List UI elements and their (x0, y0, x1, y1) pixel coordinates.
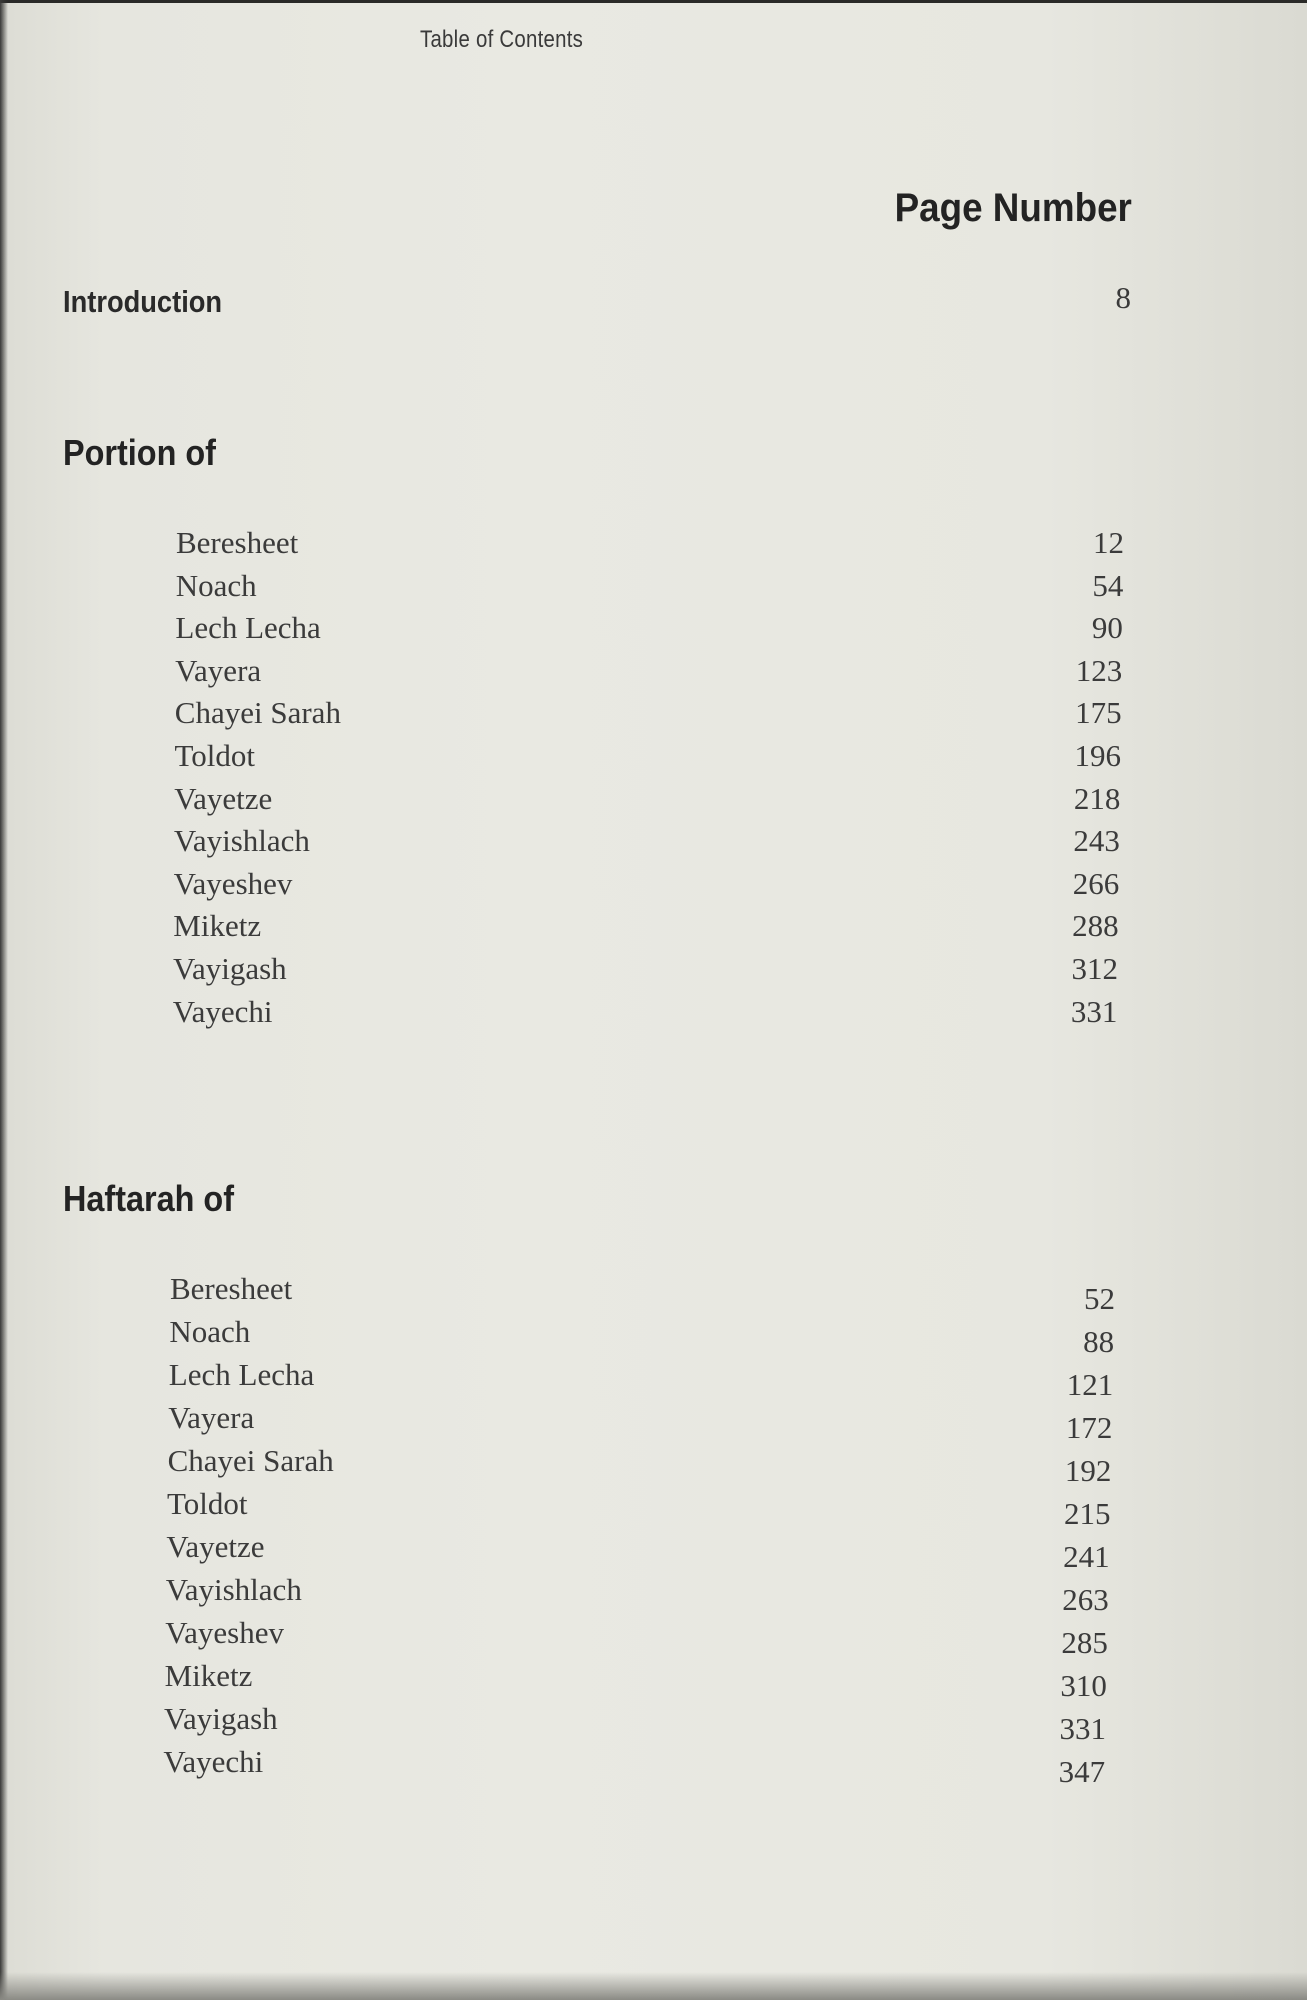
portion-section-heading: Portion of (63, 432, 216, 473)
portion-entry (0, 692, 1307, 734)
page-bottom-shadow (0, 1972, 1307, 2000)
haftarah-entry-title: Vayetze (166, 1529, 265, 1564)
portion-entry-page-number: 90 (1091, 610, 1123, 646)
haftarah-entry (0, 1569, 1307, 1617)
haftarah-entry-title: Vayera (168, 1400, 255, 1435)
haftarah-entry-title: Vayishlach (165, 1572, 302, 1607)
haftarah-entry-page-number: 347 (1058, 1754, 1106, 1789)
portion-entry-page-number: 175 (1075, 695, 1122, 731)
portion-entry-title: Lech Lecha (175, 610, 321, 646)
portion-entry (0, 991, 1307, 1033)
haftarah-entry-page-number: 52 (1084, 1281, 1115, 1316)
haftarah-entry (0, 1268, 1307, 1316)
haftarah-entry-title: Lech Lecha (168, 1357, 315, 1392)
portion-entry (0, 948, 1307, 990)
haftarah-entry (0, 1354, 1307, 1402)
haftarah-entry-page-number: 263 (1062, 1582, 1109, 1617)
portion-entry-page-number: 54 (1092, 567, 1124, 603)
portion-entry-page-number: 196 (1074, 738, 1121, 773)
haftarah-entry-page-number: 172 (1065, 1410, 1113, 1445)
haftarah-entry (0, 1440, 1307, 1488)
haftarah-entry-page-number: 215 (1064, 1496, 1111, 1531)
portion-entry-title: Vayera (175, 652, 262, 688)
portion-entry-page-number: 266 (1072, 865, 1120, 901)
haftarah-entry (0, 1397, 1307, 1445)
haftarah-entry-page-number: 285 (1061, 1625, 1108, 1660)
page-number-column-header: Page Number (894, 186, 1132, 230)
haftarah-entry-page-number: 331 (1059, 1711, 1106, 1746)
introduction-label: Introduction (63, 284, 223, 319)
portion-entry-title: Vayechi (172, 993, 273, 1029)
haftarah-entry-title: Vayechi (163, 1744, 264, 1779)
portion-entry (0, 905, 1307, 947)
portion-entry-title: Noach (175, 567, 257, 603)
introduction-page-number: 8 (1115, 280, 1131, 315)
portion-entry-title: Vayetze (174, 780, 273, 816)
haftarah-entry-page-number: 310 (1060, 1668, 1107, 1703)
haftarah-entry-title: Chayei Sarah (167, 1443, 334, 1478)
haftarah-entry-title: Miketz (164, 1658, 253, 1693)
portion-entry (0, 565, 1307, 607)
haftarah-entry (0, 1483, 1307, 1531)
haftarah-entry (0, 1741, 1307, 1789)
haftarah-entry-title: Toldot (167, 1486, 248, 1521)
page-top-edge (0, 0, 1307, 3)
portion-entry-page-number: 312 (1071, 951, 1118, 986)
haftarah-entry-title: Vayigash (164, 1701, 278, 1736)
portion-entry (0, 607, 1307, 649)
portion-entry (0, 735, 1307, 777)
portion-entry-title: Beresheet (176, 525, 299, 560)
haftarah-entry-page-number: 121 (1066, 1367, 1114, 1402)
haftarah-entry-title: Noach (169, 1314, 251, 1349)
portion-entry (0, 820, 1307, 862)
portion-entry (0, 522, 1307, 564)
haftarah-entry (0, 1612, 1307, 1660)
haftarah-entry-page-number: 192 (1064, 1453, 1112, 1488)
portion-entry (0, 650, 1307, 692)
portion-entry-page-number: 123 (1075, 652, 1123, 688)
portion-entry-title: Chayei Sarah (174, 695, 341, 731)
portion-entry (0, 778, 1307, 820)
portion-entry-title: Vayeshev (173, 865, 293, 901)
haftarah-entry (0, 1311, 1307, 1359)
portion-entry-title: Toldot (174, 738, 255, 773)
portion-entry-title: Vayishlach (173, 823, 310, 859)
portion-entry-page-number: 12 (1093, 525, 1124, 560)
haftarah-section-heading: Haftarah of (63, 1178, 235, 1219)
portion-entry-title: Vayigash (173, 951, 287, 986)
haftarah-entry (0, 1698, 1307, 1746)
portion-entry-page-number: 331 (1070, 993, 1118, 1029)
haftarah-entry-page-number: 88 (1083, 1324, 1115, 1359)
haftarah-entry-title: Beresheet (170, 1271, 293, 1306)
portion-entry-page-number: 288 (1072, 908, 1119, 944)
running-head: Table of Contents (420, 26, 584, 53)
portion-entry-page-number: 218 (1073, 780, 1121, 816)
portion-entry-page-number: 243 (1073, 823, 1120, 859)
portion-entry (0, 863, 1307, 905)
portion-entry-title: Miketz (173, 908, 262, 944)
haftarah-entry (0, 1526, 1307, 1574)
haftarah-entry-title: Vayeshev (165, 1615, 284, 1650)
haftarah-entry (0, 1655, 1307, 1703)
haftarah-entry-page-number: 241 (1063, 1539, 1110, 1574)
